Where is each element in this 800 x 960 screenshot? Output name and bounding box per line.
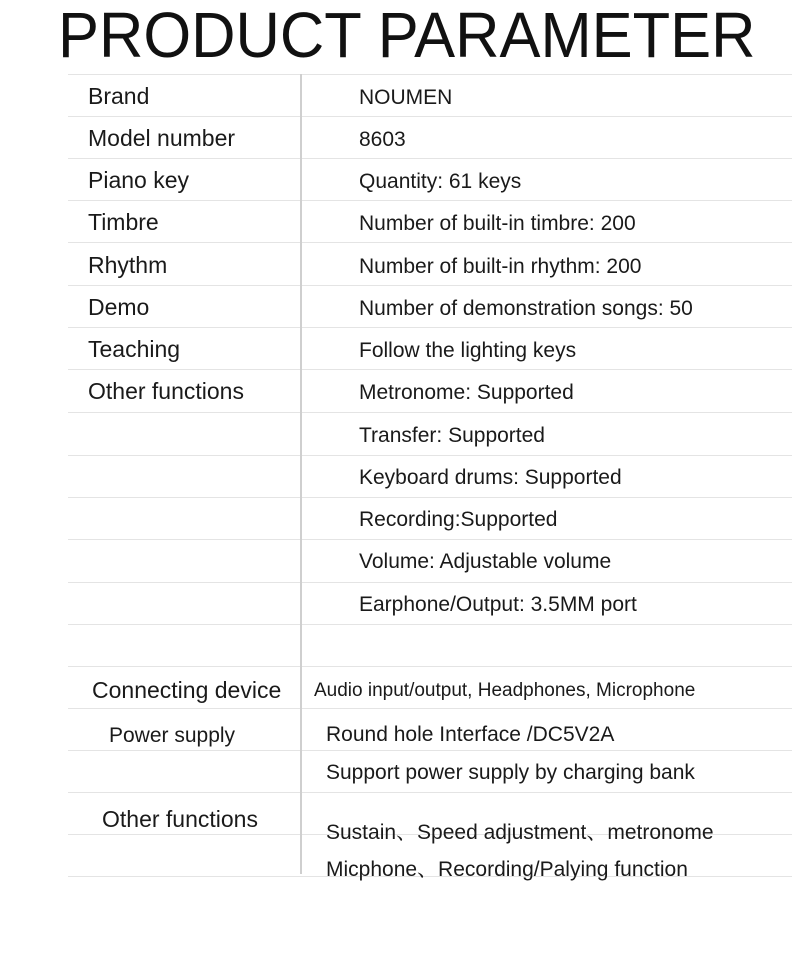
- piano-key-label: Piano key: [88, 167, 190, 193]
- keyboard-drums-value: Keyboard drums: Supported: [359, 466, 622, 489]
- recording-value: Recording:Supported: [359, 508, 558, 531]
- brand-value: NOUMEN: [359, 86, 453, 109]
- column-divider: [300, 74, 302, 874]
- row-divider: [68, 369, 792, 370]
- row-divider: [68, 74, 792, 75]
- piano-key-value: Quantity: 61 keys: [359, 170, 522, 193]
- timbre-value: Number of built-in timbre: 200: [359, 212, 636, 235]
- teaching-label: Teaching: [88, 336, 181, 362]
- row-divider: [68, 539, 792, 540]
- connecting-device-label: Connecting device: [92, 677, 282, 703]
- teaching-value: Follow the lighting keys: [359, 339, 577, 362]
- row-divider: [68, 750, 792, 751]
- row-divider: [68, 158, 792, 159]
- page-title: PRODUCT PARAMETER: [58, 0, 756, 71]
- row-divider: [68, 200, 792, 201]
- timbre-label: Timbre: [88, 209, 159, 235]
- rhythm-value: Number of built-in rhythm: 200: [359, 255, 642, 278]
- other-functions-label: Other functions: [88, 378, 244, 404]
- other-functions-extra-value-2: Micphone、Recording/Palying function: [326, 858, 688, 881]
- row-divider: [68, 327, 792, 328]
- rhythm-label: Rhythm: [88, 252, 168, 278]
- row-divider: [68, 455, 792, 456]
- other-functions-extra-value-1: Sustain、Speed adjustment、metronome: [326, 821, 714, 844]
- volume-value: Volume: Adjustable volume: [359, 550, 612, 573]
- row-divider: [68, 116, 792, 117]
- row-divider: [68, 412, 792, 413]
- row-divider: [68, 497, 792, 498]
- row-divider: [68, 285, 792, 286]
- brand-label: Brand: [88, 83, 150, 109]
- row-divider: [68, 582, 792, 583]
- other-functions-extra-label: Other functions: [102, 806, 258, 832]
- row-divider: [68, 708, 792, 709]
- row-divider: [68, 792, 792, 793]
- demo-value: Number of demonstration songs: 50: [359, 297, 693, 320]
- power-supply-value-1: Round hole Interface /DC5V2A: [326, 723, 615, 746]
- row-divider: [68, 624, 792, 625]
- earphone-output-value: Earphone/Output: 3.5MM port: [359, 593, 637, 616]
- power-supply-label: Power supply: [109, 724, 236, 747]
- transfer-value: Transfer: Supported: [359, 424, 545, 447]
- model-number-value: 8603: [359, 128, 406, 151]
- row-divider: [68, 666, 792, 667]
- metronome-value: Metronome: Supported: [359, 381, 574, 404]
- demo-label: Demo: [88, 294, 150, 320]
- row-divider: [68, 242, 792, 243]
- connecting-device-value: Audio input/output, Headphones, Microphone: [314, 680, 696, 701]
- model-number-label: Model number: [88, 125, 236, 151]
- power-supply-value-2: Support power supply by charging bank: [326, 761, 695, 784]
